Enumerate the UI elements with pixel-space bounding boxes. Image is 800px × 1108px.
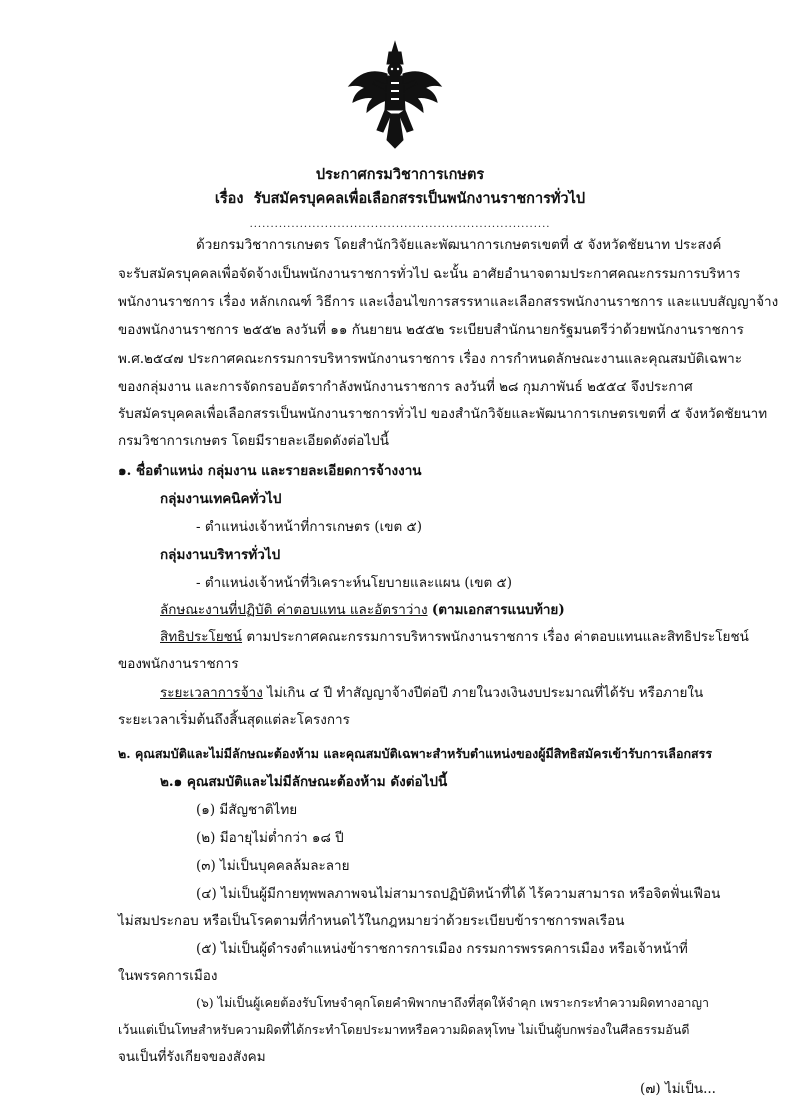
qualification-item-1: (๑) มีสัญชาติไทย [196,802,298,818]
period-line-1 [160,684,703,702]
group2-position: - ตำแหน่งเจ้าหน้าที่วิเคราะห์นโยบายและแผน (เขต ๕) [196,575,512,591]
intro-line-4: ของพนักงานราชการ ๒๕๕๒ ลงวันที่ ๑๑ กันยายน ๒๕๕๒ ระเบียบสำนักนายกรัฐมนตรีว่าด้วยพนักงานราชการ [118,322,744,338]
qualification-item-3: (๓) ไม่เป็นบุคคลล้มละลาย [196,858,350,874]
intro-line-8: กรมวิชาการเกษตร โดยมีรายละเอียดดังต่อไปนี้ [118,433,389,449]
qualification-item-6-line-3: จนเป็นที่รังเกียจของสังคม [118,1049,266,1065]
group1-title: กลุ่มงานเทคนิคทั่วไป [160,491,282,507]
qualification-item-2: (๒) มีอายุไม่ต่ำกว่า ๑๘ ปี [196,830,344,846]
group1-position: - ตำแหน่งเจ้าหน้าที่การเกษตร (เขต ๕) [196,519,422,535]
title-separator: ........................................................................ [249,219,551,230]
benefit-line-1 [160,628,749,646]
qualification-item-5-line-2: ในพรรคการเมือง [118,968,218,984]
qualification-item-4-line-1: (๔) ไม่เป็นผู้มีกายทุพพลภาพจนไม่สามารถปฏิบัติหน้าที่ได้ ไร้ความสามารถ หรือจิตฟั่นเฟือน [196,886,721,902]
intro-line-7: รับสมัครบุคคลเพื่อเลือกสรรเป็นพนักงานราชการทั่วไป ของสำนักวิจัยและพัฒนาการเกษตรเขตที่ ๕ จังหวัดชัยนาท [118,406,768,422]
period-text: ไม่เกิน ๔ ปี ทำสัญญาจ้างปีต่อปี ภายในวงเงินงบประมาณที่ได้รับ หรือภายใน [267,685,704,701]
document-subject [0,190,800,208]
section2-subheading: ๒.๑ คุณสมบัติและไม่มีลักษณะต้องห้าม ดังต่อไปนี้ [160,774,448,790]
period-line-2: ระยะเวลาเริ่มต้นถึงสิ้นสุดแต่ละโครงการ [118,712,350,728]
period-label: ระยะเวลาการจ้าง [160,685,263,701]
duty-note: (ตามเอกสารแนบท้าย) [431,602,565,618]
intro-line-1: ด้วยกรมวิชาการเกษตร โดยสำนักวิจัยและพัฒนาการเกษตรเขตที่ ๕ จังหวัดชัยนาท ประสงค์ [196,237,722,253]
section2-heading: ๒. คุณสมบัติและไม่มีลักษณะต้องห้าม และคุณสมบัติเฉพาะสำหรับตำแหน่งของผู้มีสิทธิสมัครเข้ารับการเลือกสรร [118,746,713,761]
page-continuation: (๗) ไม่เป็น... [640,1081,716,1097]
garuda-emblem-icon [345,40,445,150]
intro-line-6: ของกลุ่มงาน และการจัดกรอบอัตรากำลังพนักงานราชการ ลงวันที่ ๒๘ กุมภาพันธ์ ๒๕๕๔ จึงประกาศ [118,379,693,395]
subject-text: รับสมัครบุคคลเพื่อเลือกสรรเป็นพนักงานราชการทั่วไป [253,190,586,207]
qualification-item-6-line-2: เว้นแต่เป็นโทษสำหรับความผิดที่ได้กระทำโดยประมาทหรือความผิดลหุโทษ ไม่เป็นผู้บกพร่องในศีลธรรมอันดี [118,1022,690,1037]
intro-line-2: จะรับสมัครบุคคลเพื่อจัดจ้างเป็นพนักงานราชการทั่วไป ฉะนั้น อาศัยอำนาจตามประกาศคณะกรรมการบริหาร [118,266,741,282]
benefit-label: สิทธิประโยชน์ [160,629,243,645]
benefit-text: ตามประกาศคณะกรรมการบริหารพนักงานราชการ เรื่อง ค่าตอบแทนและสิทธิประโยชน์ [246,629,749,645]
duty-label: ลักษณะงานที่ปฏิบัติ ค่าตอบแทน และอัตราว่าง [160,602,428,618]
qualification-item-5-line-1: (๕) ไม่เป็นผู้ดำรงตำแหน่งข้าราชการการเมือง กรรมการพรรคการเมือง หรือเจ้าหน้าที่ [196,941,688,957]
qualification-item-4-line-2: ไม่สมประกอบ หรือเป็นโรคตามที่กำหนดไว้ในกฎหมายว่าด้วยระเบียบข้าราชการพลเรือน [118,913,625,929]
group2-title: กลุ่มงานบริหารทั่วไป [160,547,281,563]
intro-line-3: พนักงานราชการ เรื่อง หลักเกณฑ์ วิธีการ และเงื่อนไขการสรรหาและเลือกสรรพนักงานราชการ และแบบสัญญาจ้าง [118,294,779,310]
benefit-line-2: ของพนักงานราชการ [118,656,239,672]
section1-heading: ๑. ชื่อตำแหน่ง กลุ่มงาน และรายละเอียดการจ้างงาน [118,463,422,479]
intro-line-5: พ.ศ.๒๕๔๗ ประกาศคณะกรรมการบริหารพนักงานราชการ เรื่อง การกำหนดลักษณะงานและคุณสมบัติเฉพาะ [118,351,742,367]
duty-line [160,601,565,619]
document-title: ประกาศกรมวิชาการเกษตร [315,166,485,183]
qualification-item-6-line-1: (๖) ไม่เป็นผู้เคยต้องรับโทษจำคุกโดยคำพิพากษาถึงที่สุดให้จำคุก เพราะกระทำความผิดทางอาญา [196,995,710,1010]
subject-label: เรื่อง [214,190,244,207]
